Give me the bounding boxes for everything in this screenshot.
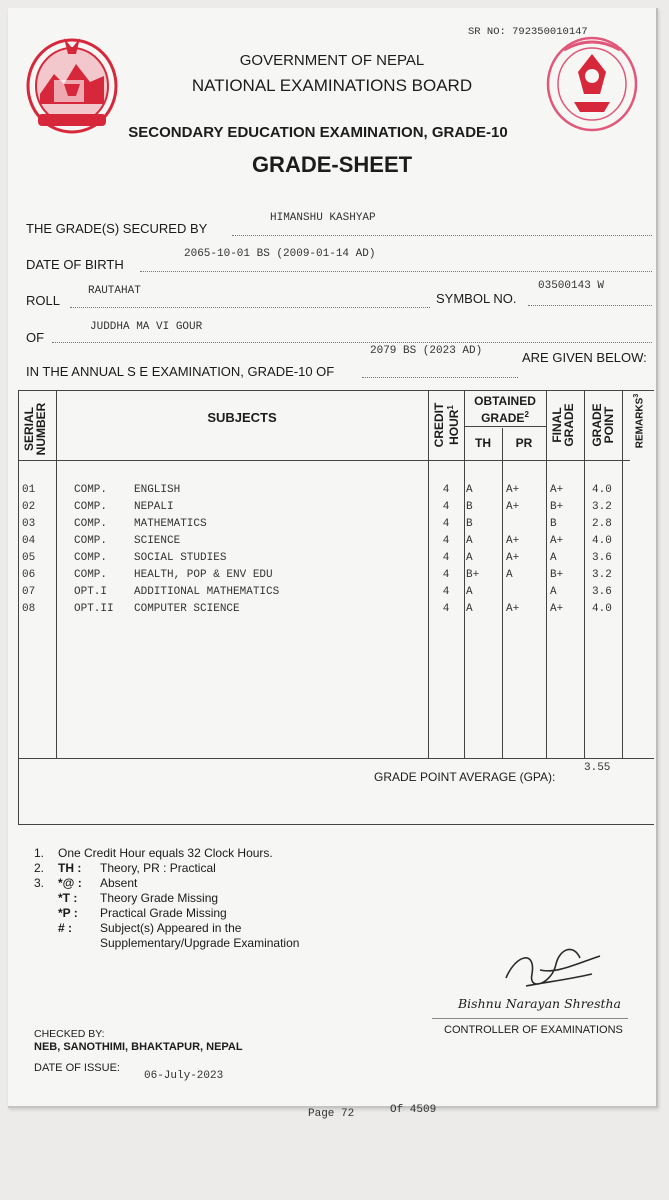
secured-by-label: THE GRADE(S) SECURED BY (26, 221, 208, 236)
symbol-number: 03500143 W (538, 280, 605, 292)
page-total: Of 4509 (390, 1104, 437, 1116)
cell-gp: 2.8 (592, 518, 612, 530)
cell-subject: SOCIAL STUDIES (134, 552, 227, 564)
given-below-label: ARE GIVEN BELOW: (522, 350, 647, 365)
cell-final: A+ (550, 535, 564, 547)
note-text: Supplementary/Upgrade Examination (100, 936, 300, 950)
cell-final: A+ (550, 484, 564, 496)
note-num: 2. (34, 861, 45, 875)
cell-type: COMP. (74, 535, 108, 547)
serial-number: SR NO: 792350010147 (468, 26, 588, 38)
cell-subject: SCIENCE (134, 535, 181, 547)
school-name: JUDDHA MA VI GOUR (90, 321, 203, 333)
dob-label: DATE OF BIRTH (26, 257, 124, 272)
note-key: *P : (58, 906, 78, 920)
header-grade-point: GRADE POINT (590, 403, 616, 447)
cell-subject: ENGLISH (134, 484, 181, 496)
cell-pr: A+ (506, 603, 520, 615)
note-key: # : (58, 921, 73, 935)
cell-th: B (466, 501, 473, 513)
header-serial-number: SERIAL NUMBER (22, 402, 48, 456)
header-board: NATIONAL EXAMINATIONS BOARD (191, 76, 473, 95)
cell-th: A (466, 484, 473, 496)
cell-th: B+ (466, 569, 480, 581)
symbol-label: SYMBOL NO. (436, 291, 517, 306)
cell-pr: A+ (506, 535, 520, 547)
checked-by-label: CHECKED BY: (34, 1028, 105, 1040)
issue-date-label: DATE OF ISSUE: (34, 1062, 120, 1074)
controller-title: CONTROLLER OF EXAMINATIONS (444, 1024, 623, 1036)
signatory-name: Bishnu Narayan Shrestha (458, 996, 622, 1011)
grade-sheet (8, 8, 658, 1108)
cell-pr: A+ (506, 552, 520, 564)
roll-label: ROLL (26, 293, 60, 308)
cell-final: B (550, 518, 557, 530)
cell-type: COMP. (74, 484, 108, 496)
cell-serial: 01 (22, 484, 36, 496)
header-pr: PR (515, 436, 533, 450)
header-government: GOVERNMENT OF NEPAL (239, 52, 425, 69)
note-text: Absent (100, 876, 138, 890)
cell-gp: 3.2 (592, 501, 612, 513)
cell-serial: 05 (22, 552, 36, 564)
cell-gp: 4.0 (592, 603, 612, 615)
header-final-grade: FINAL GRADE (550, 403, 576, 447)
cell-final: A (550, 552, 557, 564)
cell-gp: 3.2 (592, 569, 612, 581)
header-credit-hour: CREDIT HOUR$^1$ (432, 402, 461, 448)
note-text: Subject(s) Appeared in the (100, 921, 242, 935)
cell-type: COMP. (74, 501, 108, 513)
cell-final: A+ (550, 603, 564, 615)
roll-district: RAUTAHAT (88, 285, 141, 297)
cell-serial: 02 (22, 501, 36, 513)
cell-gp: 4.0 (592, 535, 612, 547)
signature-mark (496, 934, 606, 1000)
cell-type: COMP. (74, 569, 108, 581)
cell-gp: 3.6 (592, 552, 612, 564)
exam-year: 2079 BS (2023 AD) (370, 345, 483, 357)
cell-pr: A+ (506, 501, 520, 513)
note-text: Theory, PR : Practical (100, 861, 216, 875)
cell-serial: 07 (22, 586, 36, 598)
note-num: 3. (34, 876, 45, 890)
office-address: NEB, SANOTHIMI, BHAKTAPUR, NEPAL (34, 1041, 243, 1053)
cell-gp: 4.0 (592, 484, 612, 496)
header-th: TH (475, 436, 491, 450)
page-title: GRADE-SHEET (251, 152, 413, 177)
cell-th: A (466, 603, 473, 615)
note-num: 1. (34, 846, 45, 860)
gpa-value: 3.55 (584, 762, 611, 774)
cell-final: B+ (550, 501, 564, 513)
note-text: Theory Grade Missing (100, 891, 219, 905)
cell-credit: 4 (442, 586, 450, 598)
cell-pr: A+ (506, 484, 520, 496)
cell-credit: 4 (442, 501, 450, 513)
cell-type: OPT.I (74, 586, 108, 598)
note-key: *@ : (58, 876, 82, 890)
note-key: TH : (58, 861, 82, 875)
cell-subject: NEPALI (134, 501, 174, 513)
cell-th: A (466, 586, 473, 598)
of-label: OF (26, 330, 45, 345)
exam-label: IN THE ANNUAL S E EXAMINATION, GRADE-10 OF (26, 364, 335, 379)
cell-final: A (550, 586, 557, 598)
note-text: Practical Grade Missing (100, 906, 227, 920)
header-obtained-grade: OBTAINED GRADE$^2$ (474, 394, 536, 425)
cell-subject: HEALTH, POP & ENV EDU (134, 569, 273, 581)
cell-credit: 4 (442, 552, 450, 564)
cell-subject: COMPUTER SCIENCE (134, 603, 240, 615)
cell-type: COMP. (74, 518, 108, 530)
student-name: HIMANSHU KASHYAP (270, 212, 376, 224)
cell-th: A (466, 535, 473, 547)
issue-date: 06-July-2023 (144, 1070, 224, 1082)
cell-pr: A (506, 569, 513, 581)
cell-gp: 3.6 (592, 586, 612, 598)
cell-credit: 4 (442, 603, 450, 615)
cell-type: COMP. (74, 552, 108, 564)
cell-serial: 08 (22, 603, 36, 615)
cell-credit: 4 (442, 484, 450, 496)
date-of-birth: 2065-10-01 BS (2009-01-14 AD) (184, 248, 376, 260)
cell-serial: 03 (22, 518, 36, 530)
page-number: Page 72 (308, 1108, 355, 1120)
cell-credit: 4 (442, 518, 450, 530)
header-remarks: REMARKS$^3$ (633, 393, 646, 449)
gpa-label: GRADE POINT AVERAGE (GPA): (374, 770, 556, 784)
header-exam: SECONDARY EDUCATION EXAMINATION, GRADE-10 (128, 124, 508, 141)
cell-serial: 04 (22, 535, 36, 547)
note-text: One Credit Hour equals 32 Clock Hours. (58, 846, 273, 860)
note-key: *T : (58, 891, 78, 905)
cell-final: B+ (550, 569, 564, 581)
cell-subject: ADDITIONAL MATHEMATICS (134, 586, 280, 598)
cell-credit: 4 (442, 535, 450, 547)
cell-type: OPT.II (74, 603, 114, 615)
cell-subject: MATHEMATICS (134, 518, 207, 530)
cell-serial: 06 (22, 569, 36, 581)
cell-th: B (466, 518, 473, 530)
header-subjects: SUBJECTS (207, 410, 277, 425)
cell-th: A (466, 552, 473, 564)
cell-credit: 4 (442, 569, 450, 581)
